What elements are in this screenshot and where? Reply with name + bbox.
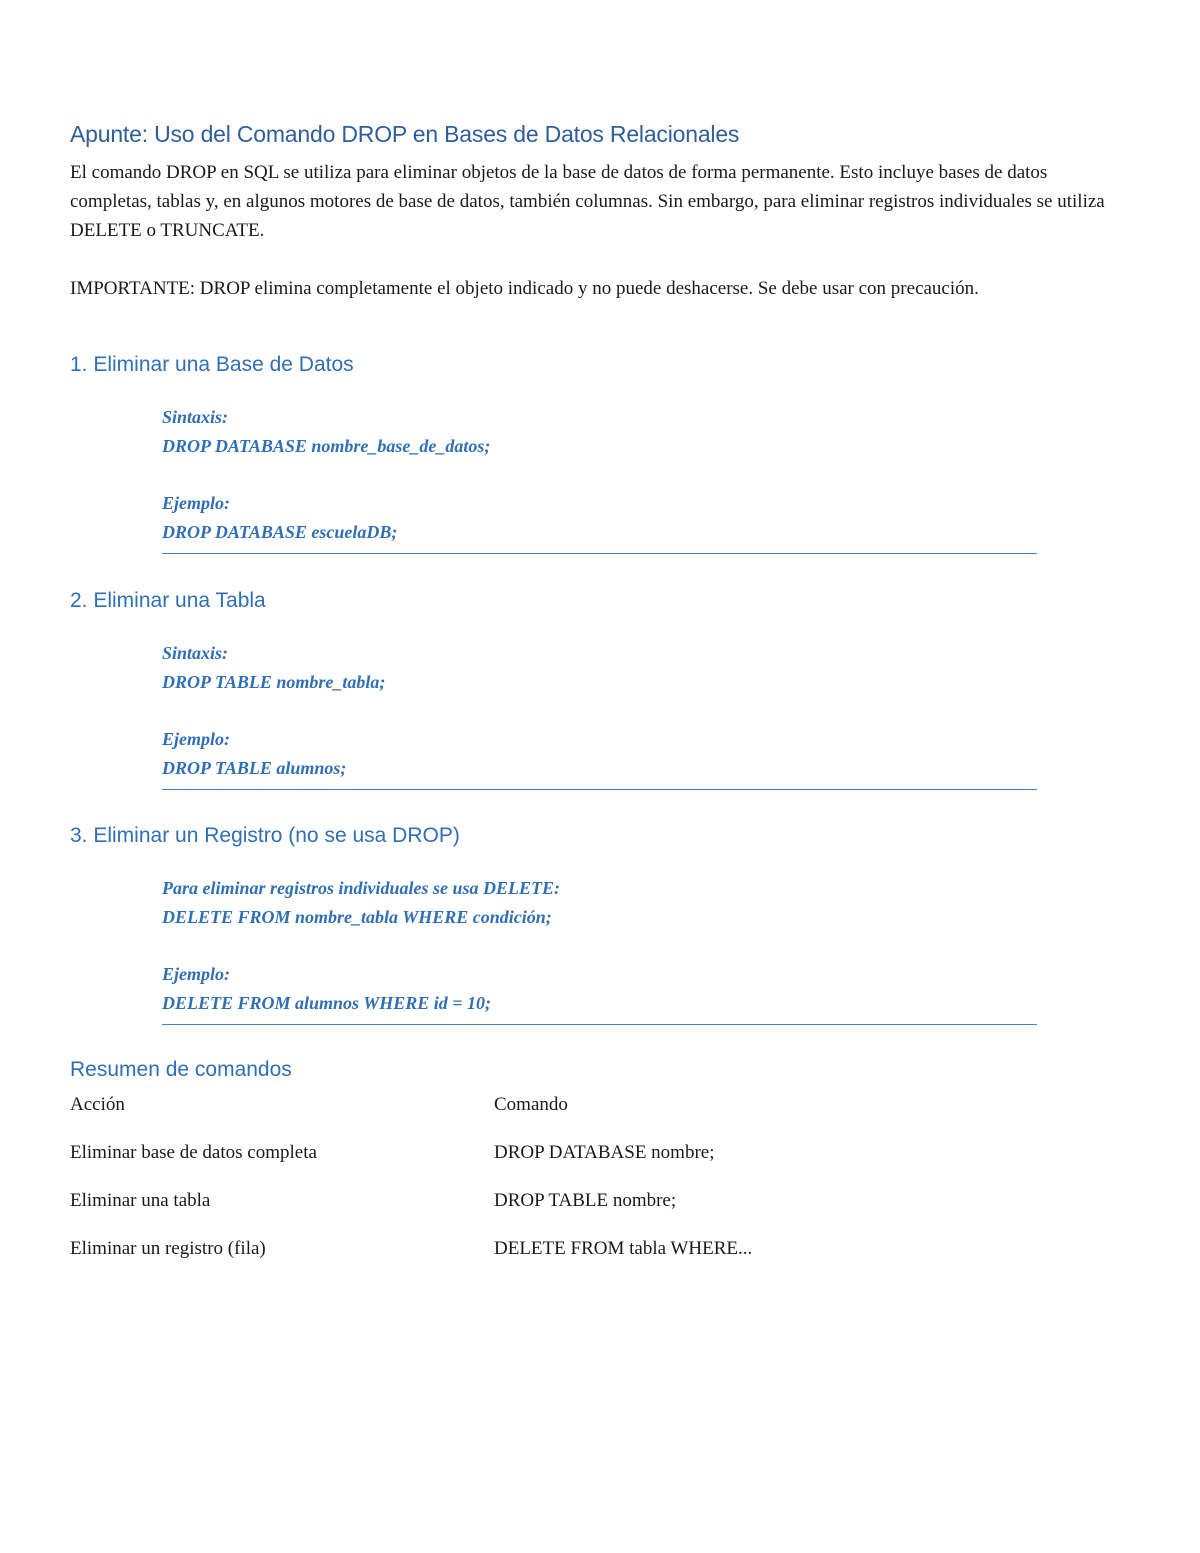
example-code: DELETE FROM alumnos WHERE id = 10; <box>162 993 492 1013</box>
table-cell-action: Eliminar una tabla <box>70 1190 211 1211</box>
syntax-label: Sintaxis: <box>162 643 229 663</box>
section-heading: 2. Eliminar una Tabla <box>70 589 266 612</box>
summary-section <box>70 1055 970 1283</box>
syntax-label: Sintaxis: <box>162 407 229 427</box>
summary-table <box>70 1091 890 1283</box>
important-note: IMPORTANTE: DROP elimina completamente el objeto indicado y no puede deshacerse. Se debe usar con precaución. <box>70 278 979 299</box>
table-cell-action: Eliminar un registro (fila) <box>70 1238 266 1259</box>
example-code: DROP TABLE alumnos; <box>162 758 347 778</box>
example-label: Ejemplo: <box>162 729 230 749</box>
document-header <box>70 118 1130 303</box>
table-cell-action: Eliminar base de datos completa <box>70 1142 317 1163</box>
column-header-action: Acción <box>70 1094 125 1115</box>
section-drop-database <box>70 350 1040 554</box>
table-row <box>70 1139 890 1187</box>
document-title: Apunte: Uso del Comando DROP en Bases de Datos Relacionales <box>70 121 740 147</box>
syntax-label: Para eliminar registros individuales se usa DELETE: <box>162 878 561 898</box>
section-delete-record <box>70 821 1040 1025</box>
code-block <box>162 874 1037 1025</box>
syntax-code: DROP TABLE nombre_tabla; <box>162 672 386 692</box>
table-row <box>70 1187 890 1235</box>
table-header-row <box>70 1091 890 1139</box>
section-drop-table <box>70 586 1040 790</box>
table-cell-command: DELETE FROM tabla WHERE... <box>494 1238 753 1259</box>
example-label: Ejemplo: <box>162 964 230 984</box>
table-cell-command: DROP DATABASE nombre; <box>494 1142 715 1163</box>
code-block <box>162 639 1037 790</box>
section-heading: 1. Eliminar una Base de Datos <box>70 353 354 376</box>
example-code: DROP DATABASE escuelaDB; <box>162 522 398 542</box>
code-block <box>162 403 1037 554</box>
column-header-command: Comando <box>494 1094 568 1115</box>
section-heading: 3. Eliminar un Registro (no se usa DROP) <box>70 824 460 847</box>
syntax-code: DROP DATABASE nombre_base_de_datos; <box>162 436 491 456</box>
example-label: Ejemplo: <box>162 493 230 513</box>
summary-heading: Resumen de comandos <box>70 1058 292 1081</box>
intro-paragraph: El comando DROP en SQL se utiliza para eliminar objetos de la base de datos de forma permanente. Esto incluye bases de datos completas, tablas y, en algunos motores de base de datos, también columnas. Sin embargo, para eliminar registros individuales se utiliza DELETE o TRUNCATE. <box>70 162 1105 241</box>
syntax-code: DELETE FROM nombre_tabla WHERE condición; <box>162 907 552 927</box>
table-cell-command: DROP TABLE nombre; <box>494 1190 677 1211</box>
table-row <box>70 1235 890 1283</box>
